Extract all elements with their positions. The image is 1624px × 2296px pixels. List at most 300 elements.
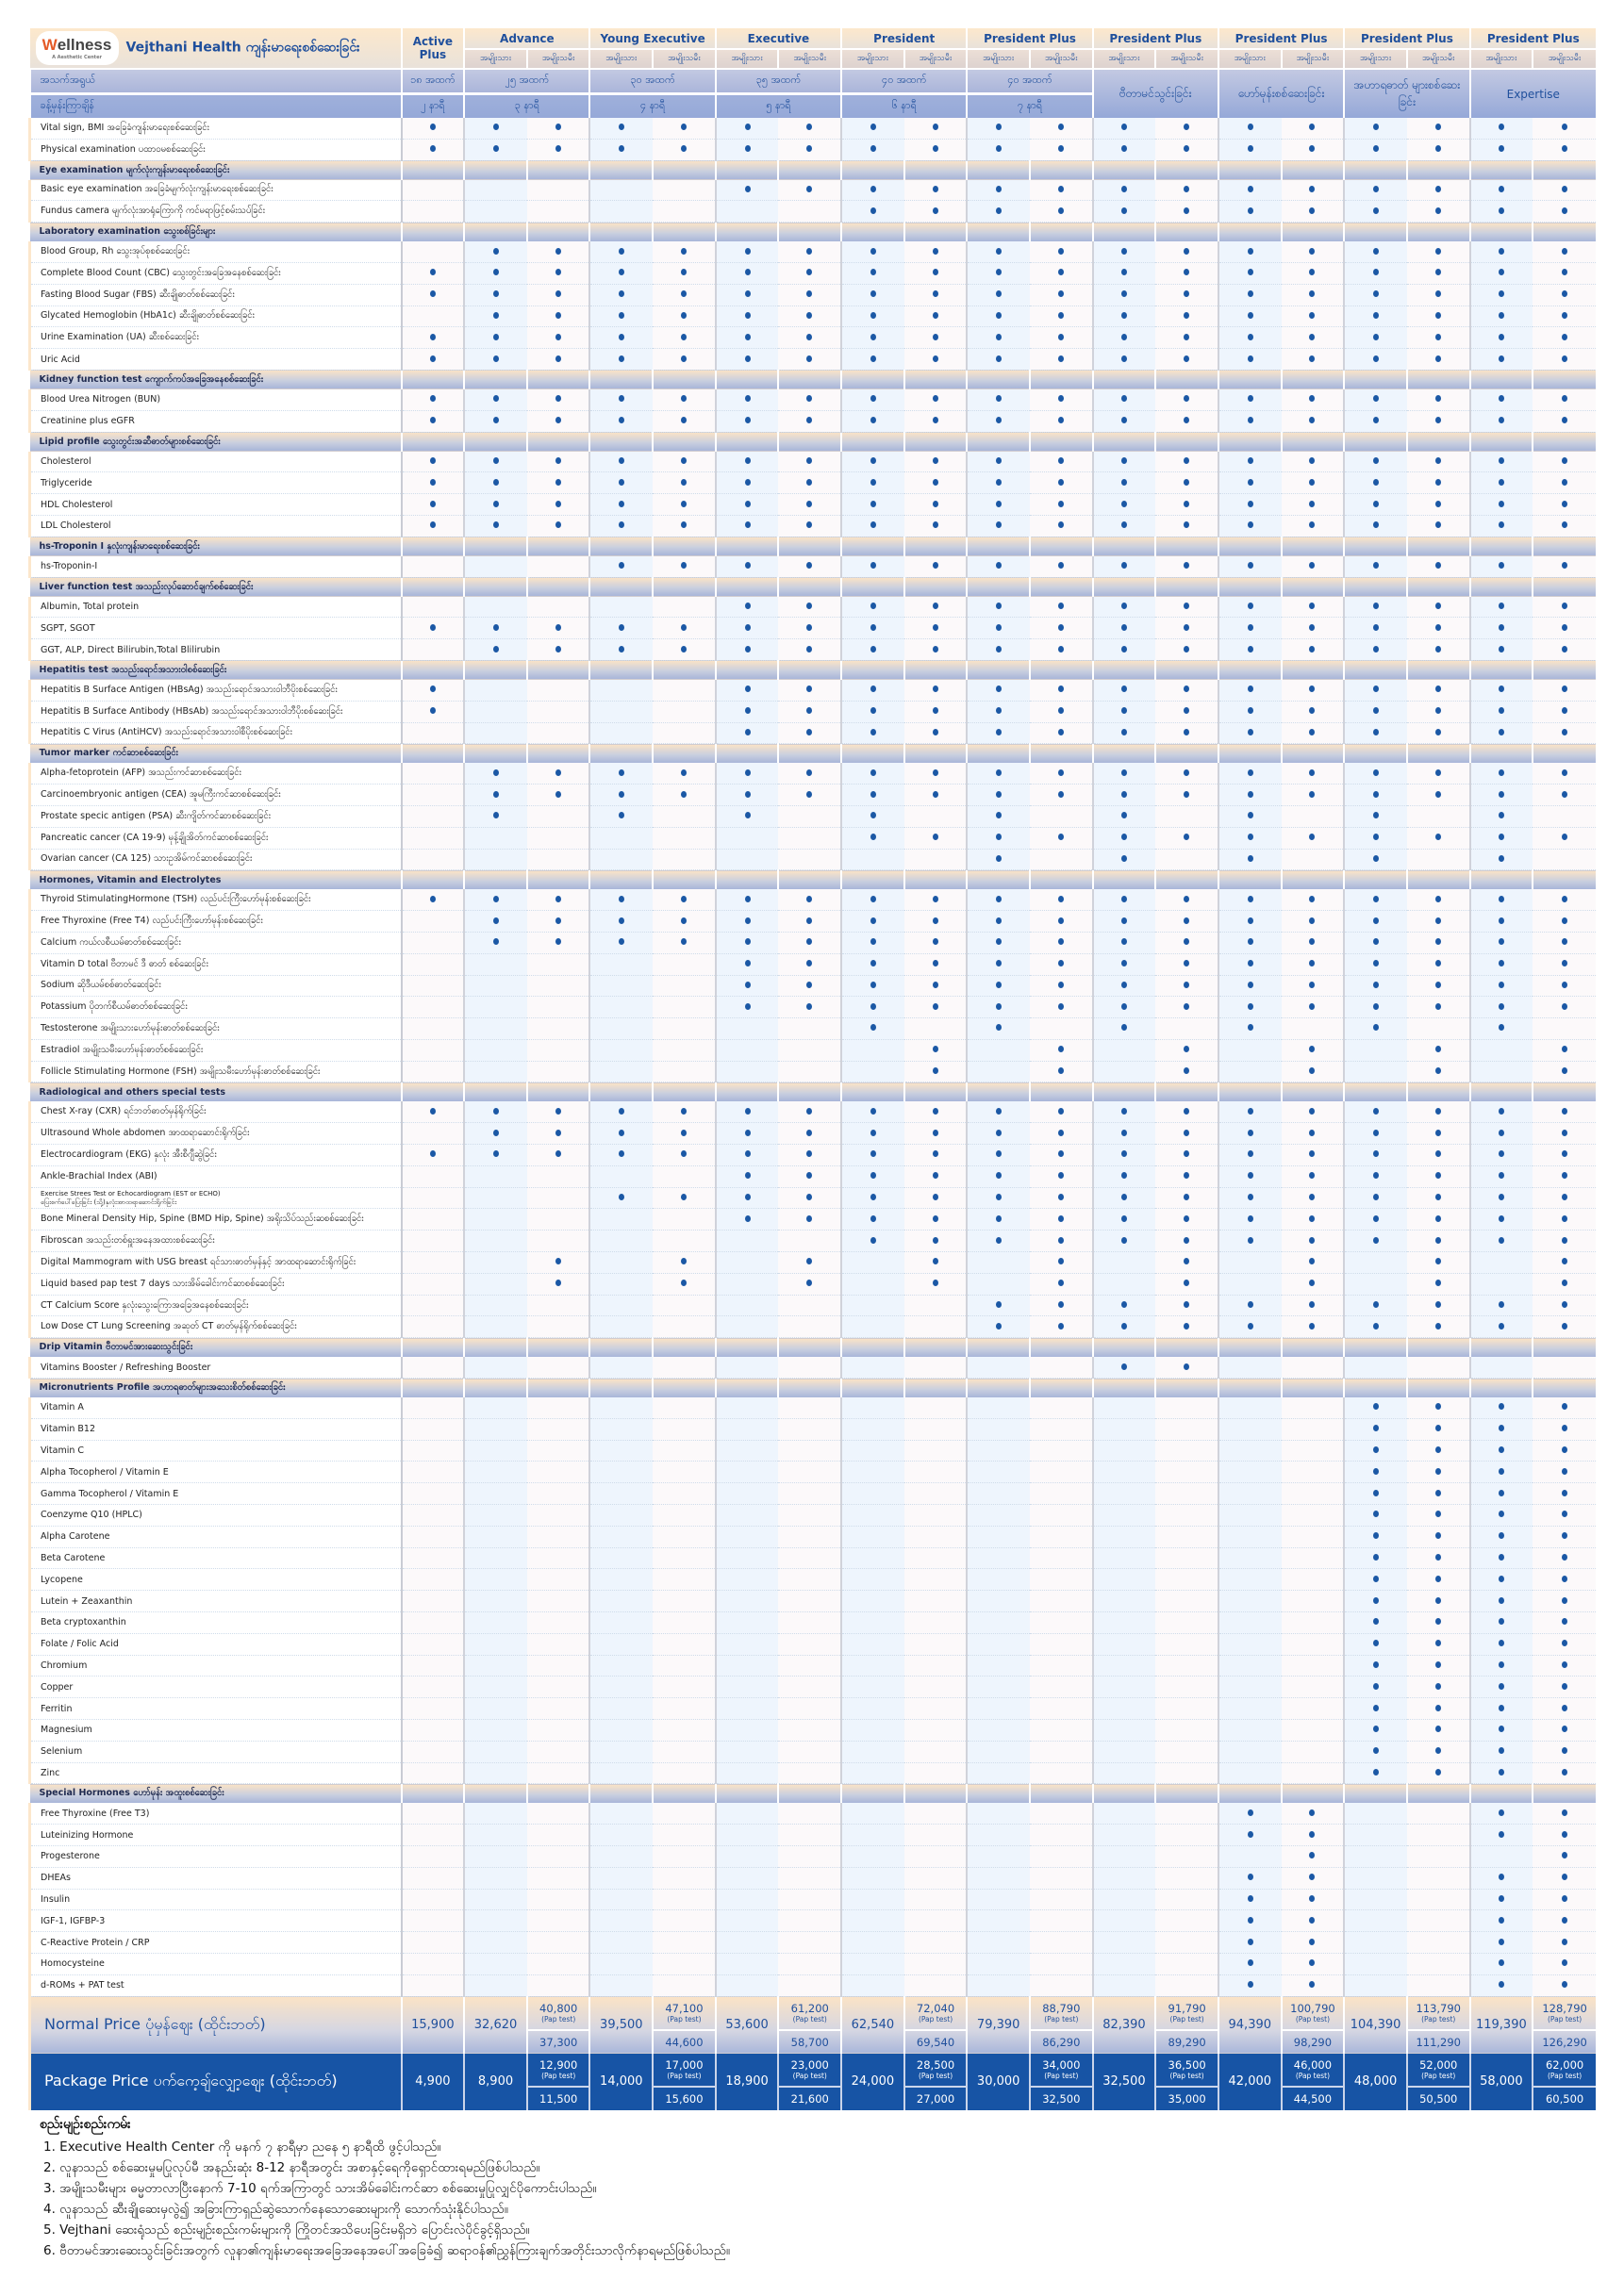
inclusion-cell <box>1093 1101 1156 1122</box>
inclusion-cell <box>1155 597 1218 618</box>
inclusion-cell <box>527 1655 590 1677</box>
inclusion-cell <box>589 680 653 701</box>
included-dot-icon <box>1121 1130 1127 1136</box>
inclusion-cell <box>1030 1867 1093 1889</box>
male-header: အမျိုးသား <box>1093 49 1156 69</box>
inclusion-cell <box>841 472 904 494</box>
included-dot-icon <box>1309 624 1315 631</box>
included-dot-icon <box>493 896 499 902</box>
included-dot-icon <box>1121 1323 1127 1330</box>
section-header-cell <box>1093 1379 1156 1398</box>
included-dot-icon <box>619 395 624 402</box>
inclusion-cell <box>1155 180 1218 201</box>
inclusion-cell <box>1344 1867 1407 1889</box>
inclusion-cell <box>1470 1762 1533 1784</box>
inclusion-cell <box>402 1061 465 1082</box>
inclusion-cell <box>402 1953 465 1974</box>
inclusion-cell <box>464 953 527 975</box>
included-dot-icon <box>1373 1215 1379 1222</box>
inclusion-cell <box>967 722 1030 744</box>
included-dot-icon <box>1309 707 1315 714</box>
included-dot-icon <box>1499 1831 1504 1838</box>
included-dot-icon <box>806 355 812 362</box>
male-header: အမျိုးသား <box>589 49 653 69</box>
inclusion-cell <box>1344 262 1407 284</box>
included-dot-icon <box>1309 1258 1315 1264</box>
test-label <box>30 1145 402 1166</box>
included-dot-icon <box>1373 982 1379 988</box>
included-dot-icon <box>619 269 624 275</box>
inclusion-cell <box>904 722 968 744</box>
included-dot-icon <box>1248 624 1253 631</box>
section-header-cell <box>967 370 1030 389</box>
inclusion-cell <box>967 1505 1030 1527</box>
section-header-cell <box>589 432 653 452</box>
inclusion-cell <box>967 139 1030 160</box>
section-header-cell <box>1533 432 1596 452</box>
inclusion-cell <box>464 1698 527 1720</box>
inclusion-cell <box>904 284 968 306</box>
inclusion-cell <box>1030 180 1093 201</box>
inclusion-cell <box>841 1932 904 1954</box>
inclusion-cell <box>716 1061 779 1082</box>
inclusion-cell <box>527 1209 590 1231</box>
female-header: အမျိုးသမီး <box>904 49 968 69</box>
test-name: Liquid based pap test 7 days သားအိမ်ခေါင်းကင်ဆာစစ်ဆေးခြင်း <box>41 1278 285 1289</box>
included-dot-icon <box>1184 707 1189 714</box>
inclusion-cell <box>1282 1187 1345 1209</box>
section-header-cell <box>589 660 653 680</box>
inclusion-cell <box>1030 1462 1093 1483</box>
inclusion-cell <box>653 975 716 997</box>
inclusion-cell <box>1155 262 1218 284</box>
included-dot-icon <box>1435 624 1441 631</box>
inclusion-cell <box>1407 618 1470 639</box>
included-dot-icon <box>1562 1280 1567 1286</box>
included-dot-icon <box>1499 124 1504 130</box>
inclusion-cell <box>653 1440 716 1462</box>
inclusion-cell <box>1533 849 1596 870</box>
included-dot-icon <box>1562 834 1567 840</box>
inclusion-cell <box>1344 889 1407 910</box>
inclusion-cell <box>1093 472 1156 494</box>
inclusion-cell <box>716 1741 779 1762</box>
inclusion-cell <box>402 805 465 827</box>
female-price: 27,000 <box>916 2091 955 2106</box>
inclusion-cell <box>527 1547 590 1569</box>
inclusion-cell <box>1030 932 1093 953</box>
inclusion-cell <box>1533 452 1596 472</box>
inclusion-cell <box>1344 1418 1407 1440</box>
included-dot-icon <box>493 521 499 528</box>
inclusion-cell <box>527 805 590 827</box>
inclusion-cell <box>778 975 841 997</box>
included-dot-icon <box>933 248 938 255</box>
inclusion-cell <box>402 1505 465 1527</box>
included-dot-icon <box>1248 791 1253 798</box>
included-dot-icon <box>1499 812 1504 818</box>
included-dot-icon <box>1562 334 1567 340</box>
inclusion-cell <box>1344 1591 1407 1612</box>
inclusion-cell <box>1093 1418 1156 1440</box>
test-row <box>30 1505 1597 1527</box>
section-header <box>30 1379 1597 1398</box>
inclusion-cell <box>778 1845 841 1867</box>
inclusion-cell <box>1344 1655 1407 1677</box>
section-header-cell <box>653 370 716 389</box>
included-dot-icon <box>1562 562 1567 569</box>
pap-test-note: (Pap test) <box>1169 2015 1204 2024</box>
included-dot-icon <box>1562 1150 1567 1157</box>
test-name: Fundus camera မျက်လုံးအာရုံကြောကို ကင်မရာဖြင့်စမ်းသပ်ခြင်း <box>41 206 266 217</box>
inclusion-cell <box>967 1252 1030 1274</box>
male-header: အမျိုးသား <box>1470 49 1533 69</box>
inclusion-cell <box>778 701 841 722</box>
inclusion-cell <box>1533 1209 1596 1231</box>
package-header: Active Plus <box>402 28 465 69</box>
inclusion-cell <box>716 201 779 223</box>
included-dot-icon <box>1058 1108 1064 1115</box>
included-dot-icon <box>1373 1683 1379 1690</box>
inclusion-cell <box>1030 889 1093 910</box>
inclusion-cell <box>1282 472 1345 494</box>
inclusion-cell <box>1030 118 1093 139</box>
test-row <box>30 1803 1597 1824</box>
inclusion-cell <box>402 139 465 160</box>
inclusion-cell <box>1218 1209 1282 1231</box>
included-dot-icon <box>1373 124 1379 130</box>
inclusion-cell <box>464 1316 527 1338</box>
included-dot-icon <box>493 395 499 402</box>
inclusion-cell <box>1344 284 1407 306</box>
test-label <box>30 389 402 410</box>
inclusion-cell <box>778 1547 841 1569</box>
inclusion-cell <box>464 515 527 537</box>
section-header-cell <box>778 1082 841 1102</box>
inclusion-cell <box>1344 849 1407 870</box>
inclusion-cell <box>1218 805 1282 827</box>
inclusion-cell <box>1093 1633 1156 1655</box>
inclusion-cell <box>904 953 968 975</box>
inclusion-cell <box>1155 1845 1218 1867</box>
included-dot-icon <box>1248 812 1253 818</box>
section-header-cell <box>841 1082 904 1102</box>
female-header: အမျိုးသမီး <box>527 49 590 69</box>
pap-test-note: (Pap test) <box>792 2072 827 2081</box>
inclusion-cell <box>653 1845 716 1867</box>
included-dot-icon <box>1373 917 1379 924</box>
inclusion-cell <box>841 1655 904 1677</box>
inclusion-cell <box>778 1505 841 1527</box>
inclusion-cell <box>527 597 590 618</box>
inclusion-cell <box>464 306 527 327</box>
inclusion-cell <box>653 1039 716 1061</box>
inclusion-cell <box>402 1845 465 1867</box>
inclusion-cell <box>778 1932 841 1954</box>
inclusion-cell <box>1218 327 1282 349</box>
included-dot-icon <box>1435 1597 1441 1604</box>
section-title: Hepatitis test အသည်းရောင်အသားဝါစစ်ဆေးခြင်း <box>30 660 402 680</box>
inclusion-cell <box>1093 118 1156 139</box>
inclusion-cell <box>716 139 779 160</box>
inclusion-cell <box>402 1440 465 1462</box>
included-dot-icon <box>493 501 499 507</box>
female-price-with-pap <box>1533 1997 1596 2031</box>
inclusion-cell <box>402 1252 465 1274</box>
included-dot-icon <box>1248 729 1253 735</box>
section-header-cell <box>1155 1338 1218 1358</box>
section-header-cell <box>1470 432 1533 452</box>
inclusion-cell <box>1282 1505 1345 1527</box>
included-dot-icon <box>681 1258 687 1264</box>
inclusion-cell <box>1282 1867 1345 1889</box>
inclusion-cell <box>464 1440 527 1462</box>
inclusion-cell <box>778 1462 841 1483</box>
inclusion-cell <box>1093 556 1156 577</box>
included-dot-icon <box>1499 1576 1504 1582</box>
inclusion-cell <box>1407 1252 1470 1274</box>
included-dot-icon <box>1499 1683 1504 1690</box>
section-header-cell <box>904 1379 968 1398</box>
test-name: Insulin <box>41 1893 71 1905</box>
section-title: Liver function test အသည်းလုပ်ဆောင်ချက်စစ်ဆေးခြင်း <box>30 577 402 597</box>
included-dot-icon <box>996 1003 1002 1010</box>
inclusion-cell <box>1030 763 1093 784</box>
included-dot-icon <box>1248 1939 1253 1945</box>
inclusion-cell <box>716 1505 779 1527</box>
included-dot-icon <box>1121 334 1127 340</box>
inclusion-cell <box>967 1845 1030 1867</box>
inclusion-cell <box>1407 284 1470 306</box>
included-dot-icon <box>1058 501 1064 507</box>
included-dot-icon <box>555 395 561 402</box>
included-dot-icon <box>1058 269 1064 275</box>
inclusion-cell <box>778 1483 841 1505</box>
inclusion-cell <box>904 1910 968 1932</box>
inclusion-cell <box>1155 1187 1218 1209</box>
inclusion-cell <box>527 1825 590 1846</box>
package-duration: ၃ နာရီ <box>464 94 589 119</box>
included-dot-icon <box>555 269 561 275</box>
inclusion-cell <box>1218 1061 1282 1082</box>
inclusion-cell <box>967 1018 1030 1040</box>
inclusion-cell <box>1218 1505 1282 1527</box>
included-dot-icon <box>870 729 876 735</box>
test-label <box>30 180 402 201</box>
female-price: 32,500 <box>1042 2091 1081 2106</box>
inclusion-cell <box>464 180 527 201</box>
included-dot-icon <box>430 145 436 152</box>
inclusion-cell <box>1407 639 1470 661</box>
inclusion-cell <box>464 1252 527 1274</box>
included-dot-icon <box>870 624 876 631</box>
inclusion-cell <box>653 1932 716 1954</box>
inclusion-cell <box>1218 494 1282 516</box>
section-header-cell <box>841 432 904 452</box>
included-dot-icon <box>1373 479 1379 486</box>
inclusion-cell <box>1470 1845 1533 1867</box>
test-row <box>30 410 1597 432</box>
included-dot-icon <box>1562 1403 1567 1410</box>
inclusion-cell <box>464 1867 527 1889</box>
included-dot-icon <box>745 417 751 423</box>
included-dot-icon <box>1184 186 1189 192</box>
inclusion-cell <box>1344 1762 1407 1784</box>
included-dot-icon <box>1373 1705 1379 1711</box>
inclusion-cell <box>527 1974 590 1996</box>
included-dot-icon <box>806 417 812 423</box>
included-dot-icon <box>619 896 624 902</box>
included-dot-icon <box>1562 290 1567 297</box>
inclusion-cell <box>1407 241 1470 262</box>
included-dot-icon <box>996 982 1002 988</box>
test-name: Luteinizing Hormone <box>41 1829 134 1841</box>
inclusion-cell <box>1470 1974 1533 1996</box>
inclusion-cell <box>716 1803 779 1824</box>
included-dot-icon <box>1499 334 1504 340</box>
inclusion-cell <box>589 241 653 262</box>
test-name: CT Calcium Score နှလုံးသွေးကြောအခြေအနေစစ်ဆေးခြင်း <box>41 1299 249 1311</box>
inclusion-cell <box>1407 1462 1470 1483</box>
section-title: Kidney function test ကျောက်ကပ်အခြေအနေစစ်ဆေးခြင်း <box>30 370 402 389</box>
included-dot-icon <box>1499 603 1504 609</box>
inclusion-cell <box>1533 139 1596 160</box>
included-dot-icon <box>1121 207 1127 214</box>
test-row <box>30 618 1597 639</box>
inclusion-cell <box>1218 1039 1282 1061</box>
section-header-cell <box>1344 1379 1407 1398</box>
inclusion-cell <box>1218 1910 1282 1932</box>
inclusion-cell <box>778 472 841 494</box>
inclusion-cell <box>402 597 465 618</box>
inclusion-cell <box>778 1316 841 1338</box>
inclusion-cell <box>1155 1061 1218 1082</box>
inclusion-cell <box>1218 1397 1282 1418</box>
inclusion-cell <box>1470 1397 1533 1418</box>
included-dot-icon <box>996 917 1002 924</box>
inclusion-cell <box>1533 180 1596 201</box>
inclusion-cell <box>1155 201 1218 223</box>
inclusion-cell <box>716 1295 779 1316</box>
inclusion-cell <box>1155 1803 1218 1824</box>
inclusion-cell <box>1470 1357 1533 1378</box>
included-dot-icon <box>1499 417 1504 423</box>
inclusion-cell <box>402 618 465 639</box>
included-dot-icon <box>1562 1067 1567 1074</box>
inclusion-cell <box>904 1505 968 1527</box>
included-dot-icon <box>430 457 436 464</box>
included-dot-icon <box>1248 855 1253 862</box>
inclusion-cell <box>716 849 779 870</box>
section-header-cell <box>589 370 653 389</box>
female-price: 89,290 <box>1168 2035 1206 2049</box>
test-label <box>30 1357 402 1378</box>
inclusion-cell <box>527 639 590 661</box>
section-header-cell <box>1344 870 1407 890</box>
inclusion-cell <box>841 1295 904 1316</box>
included-dot-icon <box>1499 1532 1504 1539</box>
included-dot-icon <box>933 1108 938 1115</box>
included-dot-icon <box>870 791 876 798</box>
inclusion-cell <box>1218 1316 1282 1338</box>
female-price-cell <box>1533 1996 1596 2054</box>
included-dot-icon <box>1435 1067 1441 1074</box>
inclusion-cell <box>1282 327 1345 349</box>
inclusion-cell <box>778 1357 841 1378</box>
included-dot-icon <box>1562 312 1567 319</box>
section-header-cell <box>402 370 465 389</box>
inclusion-cell <box>1344 1889 1407 1910</box>
included-dot-icon <box>806 124 812 130</box>
inclusion-cell <box>1407 1845 1470 1867</box>
included-dot-icon <box>933 624 938 631</box>
included-dot-icon <box>1373 501 1379 507</box>
inclusion-cell <box>1344 932 1407 953</box>
inclusion-cell <box>1155 1418 1218 1440</box>
female-price: 44,500 <box>1293 2091 1333 2106</box>
inclusion-cell <box>1030 1677 1093 1698</box>
inclusion-cell <box>1030 997 1093 1018</box>
inclusion-cell <box>1282 241 1345 262</box>
inclusion-cell <box>1344 1273 1407 1295</box>
section-header-cell <box>967 870 1030 890</box>
included-dot-icon <box>1309 1108 1315 1115</box>
test-name: Ferritin <box>41 1703 73 1714</box>
section-header-cell <box>1093 160 1156 180</box>
included-dot-icon <box>1184 334 1189 340</box>
inclusion-cell <box>464 849 527 870</box>
included-dot-icon <box>996 1215 1002 1222</box>
included-dot-icon <box>1435 1301 1441 1308</box>
included-dot-icon <box>870 1024 876 1031</box>
inclusion-cell <box>904 785 968 806</box>
inclusion-cell <box>716 1209 779 1231</box>
inclusion-cell <box>1093 1867 1156 1889</box>
package-age: ၃၅ အထက် <box>716 69 841 94</box>
included-dot-icon <box>430 685 436 692</box>
inclusion-cell <box>402 1867 465 1889</box>
included-dot-icon <box>1184 145 1189 152</box>
included-dot-icon <box>1248 269 1253 275</box>
inclusion-cell <box>1407 597 1470 618</box>
inclusion-cell <box>1407 1357 1470 1378</box>
inclusion-cell <box>464 452 527 472</box>
inclusion-cell <box>1407 1397 1470 1418</box>
included-dot-icon <box>619 938 624 945</box>
inclusion-cell <box>1344 1612 1407 1634</box>
section-header-cell <box>716 744 779 764</box>
included-dot-icon <box>870 312 876 319</box>
test-label <box>30 1123 402 1145</box>
inclusion-cell <box>841 556 904 577</box>
female-price-cell <box>653 1996 716 2054</box>
section-header-cell <box>1093 1338 1156 1358</box>
test-label <box>30 1677 402 1698</box>
inclusion-cell <box>1218 1612 1282 1634</box>
inclusion-cell <box>778 327 841 349</box>
included-dot-icon <box>493 769 499 776</box>
inclusion-cell <box>1470 1803 1533 1824</box>
section-header-cell <box>1470 870 1533 890</box>
section-header-cell <box>778 160 841 180</box>
included-dot-icon <box>1184 207 1189 214</box>
included-dot-icon <box>555 1280 561 1286</box>
inclusion-cell <box>1030 911 1093 933</box>
included-dot-icon <box>1309 269 1315 275</box>
inclusion-cell <box>1470 389 1533 410</box>
included-dot-icon <box>1184 938 1189 945</box>
inclusion-cell <box>1470 763 1533 784</box>
